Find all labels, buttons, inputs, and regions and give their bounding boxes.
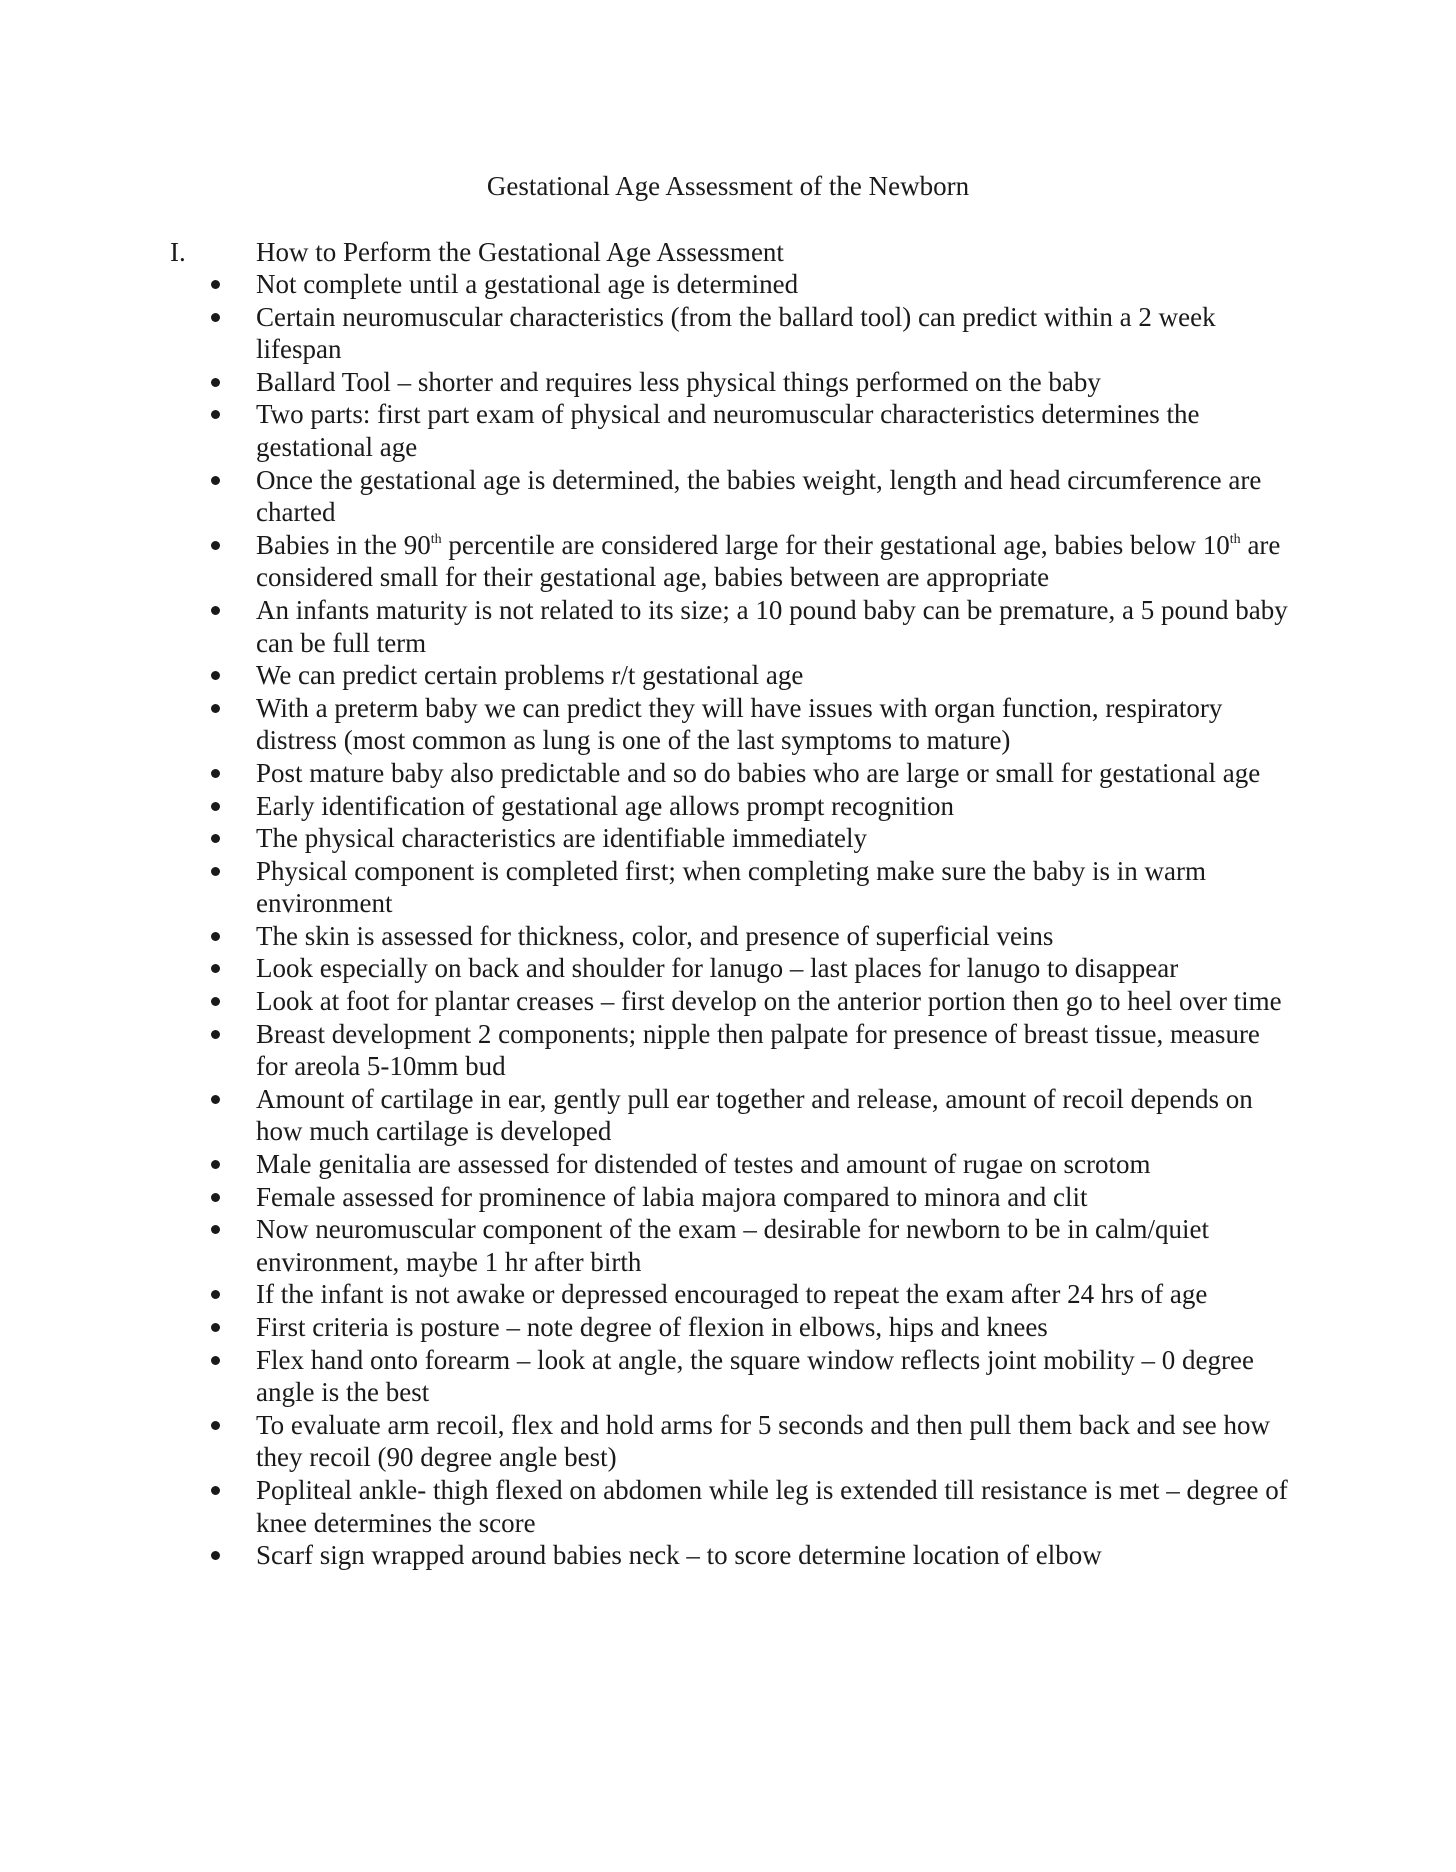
section-heading <box>170 236 1290 269</box>
list-item <box>256 366 1296 399</box>
bullet-icon <box>211 997 220 1006</box>
list-item <box>256 985 1296 1018</box>
list-item-text: Female assessed for prominence of labia majora compared to minora and clit <box>256 1181 1088 1212</box>
bullet-icon <box>211 1225 220 1234</box>
section-numeral: I. <box>170 237 186 267</box>
bullet-icon <box>211 1323 220 1332</box>
list-item-text: If the infant is not awake or depressed encouraged to repeat the exam after 24 hrs of age <box>256 1279 1208 1310</box>
bullet-icon <box>211 1030 220 1039</box>
bullet-icon <box>211 671 220 680</box>
list-item <box>256 1083 1296 1148</box>
bullet-icon <box>211 1356 220 1365</box>
list-item <box>256 659 1296 692</box>
list-item <box>256 1278 1296 1311</box>
list-item-text: The skin is assessed for thickness, color, and presence of superficial veins <box>256 920 1054 951</box>
list-item <box>256 464 1296 529</box>
list-item-text: Physical component is completed first; when completing make sure the baby is in warm environment <box>256 855 1207 919</box>
list-item <box>256 790 1296 823</box>
list-item-text: Certain neuromuscular characteristics (from the ballard tool) can predict within a 2 week lifespan <box>256 301 1216 365</box>
bullet-icon <box>211 606 220 615</box>
bullet-icon <box>211 1421 220 1430</box>
list-item-text: Babies in the 90th percentile are considered large for their gestational age, babies below 10th are considered small for their gestational age, babies between are appropriate <box>256 529 1281 593</box>
list-item-text: Early identification of gestational age allows prompt recognition <box>256 790 955 821</box>
bullet-icon <box>211 1193 220 1202</box>
list-item <box>256 1539 1296 1572</box>
list-item-text: Male genitalia are assessed for distended of testes and amount of rugae on scrotom <box>256 1149 1151 1180</box>
list-item <box>256 920 1296 953</box>
list-item <box>256 1474 1296 1539</box>
list-item-text: Ballard Tool – shorter and requires less physical things performed on the baby <box>256 366 1101 397</box>
list-item <box>256 1181 1296 1214</box>
list-item <box>256 855 1296 920</box>
list-item-text: With a preterm baby we can predict they will have issues with organ function, respiratory distress (most common as lung is one of the last symptoms to mature) <box>256 692 1223 756</box>
list-item-text: Breast development 2 components; nipple then palpate for presence of breast tissue, measure for areola 5-10mm bud <box>256 1018 1260 1082</box>
bullet-icon <box>211 541 220 550</box>
list-item <box>256 1018 1296 1083</box>
list-item <box>256 398 1296 463</box>
bullet-icon <box>211 834 220 843</box>
list-item <box>256 1213 1296 1278</box>
bullet-icon <box>211 932 220 941</box>
list-item-text: To evaluate arm recoil, flex and hold arms for 5 seconds and then pull them back and see how they recoil (90 degree angle best) <box>256 1409 1271 1473</box>
list-item-text: Flex hand onto forearm – look at angle, the square window reflects joint mobility – 0 degree angle is the best <box>256 1344 1254 1408</box>
bullet-icon <box>211 769 220 778</box>
list-item-text: Look especially on back and shoulder for lanugo – last places for lanugo to disappear <box>256 953 1179 984</box>
bullet-icon <box>211 867 220 876</box>
document-title: Gestational Age Assessment of the Newborn <box>486 171 970 201</box>
list-item <box>256 1148 1296 1181</box>
bullet-icon <box>211 410 220 419</box>
list-item <box>256 268 1296 301</box>
list-item-text: The physical characteristics are identifiable immediately <box>256 823 867 854</box>
list-item <box>256 1344 1296 1409</box>
list-item <box>256 1409 1296 1474</box>
list-item-text: An infants maturity is not related to its size; a 10 pound baby can be premature, a 5 pound baby can be full term <box>256 594 1288 658</box>
list-item <box>256 822 1296 855</box>
bullet-icon <box>211 280 220 289</box>
list-item-text: Two parts: first part exam of physical and neuromuscular characteristics determines the gestational age <box>256 399 1200 462</box>
list-item-text: Post mature baby also predictable and so do babies who are large or small for gestational age <box>256 757 1261 788</box>
list-item <box>256 1311 1296 1344</box>
bullet-icon <box>211 476 220 485</box>
list-item-text: Popliteal ankle- thigh flexed on abdomen while leg is extended till resistance is met – degree of knee determines the score <box>256 1474 1288 1538</box>
list-item-text: Look at foot for plantar creases – first develop on the anterior portion then go to heel over time <box>256 986 1282 1017</box>
bullet-icon <box>211 964 220 973</box>
list-item <box>256 757 1296 790</box>
list-item-text: Amount of cartilage in ear, gently pull ear together and release, amount of recoil depends on how much cartilage is developed <box>256 1083 1253 1147</box>
list-item-text: Now neuromuscular component of the exam – desirable for newborn to be in calm/quiet environment, maybe 1 hr after birth <box>256 1214 1209 1277</box>
list-item <box>256 692 1296 757</box>
list-item-text: Once the gestational age is determined, the babies weight, length and head circumference are charted <box>256 464 1262 528</box>
list-item-text: We can predict certain problems r/t gestational age <box>256 660 804 691</box>
bullet-icon <box>211 704 220 713</box>
list-item <box>256 952 1296 985</box>
bullet-icon <box>211 802 220 811</box>
bullet-icon <box>211 1095 220 1104</box>
bullet-icon <box>211 1486 220 1495</box>
bullet-icon <box>211 378 220 387</box>
list-item-text: First criteria is posture – note degree of flexion in elbows, hips and knees <box>256 1312 1048 1342</box>
bullet-icon <box>211 313 220 322</box>
bullet-icon <box>211 1551 220 1560</box>
bullet-list <box>256 268 1296 1572</box>
list-item-text: Not complete until a gestational age is determined <box>256 269 799 299</box>
list-item <box>256 301 1296 366</box>
list-item <box>256 529 1296 594</box>
ordinal-suffix: th <box>430 531 442 547</box>
ordinal-suffix: th <box>1229 531 1241 547</box>
bullet-icon <box>211 1290 220 1299</box>
section-heading-text: How to Perform the Gestational Age Assessment <box>256 237 784 267</box>
list-item-text: Scarf sign wrapped around babies neck – to score determine location of elbow <box>256 1540 1102 1571</box>
list-item <box>256 594 1296 659</box>
bullet-icon <box>211 1160 220 1169</box>
